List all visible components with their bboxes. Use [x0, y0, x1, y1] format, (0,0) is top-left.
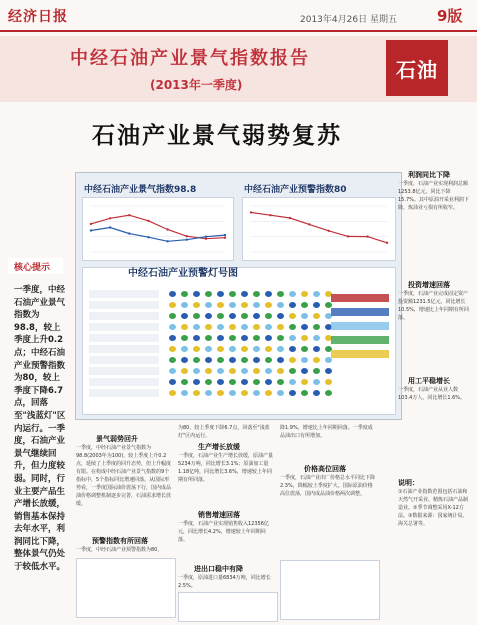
- signal-lamp: [265, 302, 272, 308]
- signal-lamp: [277, 291, 284, 297]
- series-line: [251, 212, 387, 242]
- signal-lamp: [169, 291, 176, 297]
- report-subtitle: (2013年一季度): [150, 78, 243, 92]
- signal-row-label: [89, 367, 159, 375]
- signal-lamp: [277, 346, 284, 352]
- signal-lamp: [241, 346, 248, 352]
- signal-lamp: [289, 313, 296, 319]
- signal-lamp: [253, 390, 260, 396]
- mini-bar-chart: [76, 558, 176, 618]
- signal-row-label: [89, 334, 159, 342]
- signal-lamp: [313, 313, 320, 319]
- signal-lamp: [229, 291, 236, 297]
- signal-lamp: [205, 291, 212, 297]
- signal-lamp: [181, 357, 188, 363]
- signal-lamp: [265, 379, 272, 385]
- signal-lamp: [181, 368, 188, 374]
- newspaper-logo: 经济日报: [8, 9, 68, 25]
- mini-bar-chart: [178, 592, 278, 622]
- signal-lamp: [193, 346, 200, 352]
- signal-lamp: [277, 324, 284, 330]
- signal-lamp: [217, 346, 224, 352]
- signal-lamp: [253, 368, 260, 374]
- section-heading: 预警指数有所回落: [92, 537, 148, 545]
- signal-lamp: [241, 302, 248, 308]
- signal-lamp: [229, 346, 236, 352]
- signal-lamp: [289, 357, 296, 363]
- warning-chart: [242, 197, 396, 261]
- header-rule: [0, 30, 477, 32]
- signal-lamp: [193, 379, 200, 385]
- article-text: 一季度，原油进口量6834万吨，同比增长2.5%。: [178, 575, 271, 589]
- signal-lamp: [205, 390, 212, 396]
- signal-lamp: [265, 324, 272, 330]
- article-text: 一季度，中经石油产业预警指数为80，: [76, 547, 163, 553]
- signal-lamp: [229, 313, 236, 319]
- signal-lamp: [205, 357, 212, 363]
- section-heading: 说明：: [398, 479, 419, 487]
- data-point: [250, 211, 252, 213]
- signal-lamp: [181, 324, 188, 330]
- signal-lamp: [325, 368, 332, 374]
- signal-lamp: [289, 335, 296, 341]
- signal-lamp: [181, 379, 188, 385]
- signal-row-label: [89, 323, 159, 331]
- signal-lamp: [277, 313, 284, 319]
- chart-panel: [75, 172, 402, 420]
- section-heading: 进出口稳中有降: [194, 565, 243, 573]
- signal-lamp: [277, 379, 284, 385]
- signal-lamp: [253, 313, 260, 319]
- signal-lamp: [169, 302, 176, 308]
- article-text: 一季度，石油产业生产增长放缓，原油产量5234万吨，同比增长3.1%；原油加工量1.18亿吨，同比增长3.6%，增速较上年同期有所回落。: [178, 453, 274, 483]
- signal-lamp: [253, 346, 260, 352]
- signal-lamp: [193, 390, 200, 396]
- article-text: ①石油产业指数范围包括石油和天然气开采业、精炼石油产品制造业。②季节调整采用X-12方法。③数据来源：国家统计局、海关总署等。: [398, 489, 469, 527]
- signal-lamp: [289, 302, 296, 308]
- signal-lamp: [217, 357, 224, 363]
- signal-lamp: [265, 357, 272, 363]
- signal-lamp: [265, 390, 272, 396]
- article-text: 一季度，中经石油产业景气指数为98.8(2003年为100)，较上季度上升0.2点，延续了上季度的回升态势，但上升幅度有限。在构成中经石油产业景气指数的9个指标中，5个指标同比增速回落。从国际形势看，一季度国际油价震荡下行，国内成品油价格调整机制逐步完善，石油需求增长放缓。: [76, 445, 172, 507]
- signal-lamp: [193, 324, 200, 330]
- data-point: [205, 236, 207, 238]
- prosperity-line-chart: [83, 198, 233, 260]
- signal-row-label: [89, 290, 159, 298]
- signal-lamp: [229, 335, 236, 341]
- signal-lamp: [241, 390, 248, 396]
- signal-lamp: [253, 302, 260, 308]
- signal-lamp: [277, 302, 284, 308]
- signal-lamp: [229, 324, 236, 330]
- data-point: [128, 214, 130, 216]
- data-point: [166, 240, 168, 242]
- issue-date: 2013年4月26日 星期五: [300, 15, 397, 25]
- signal-lamp: [253, 379, 260, 385]
- signal-lamp: [301, 302, 308, 308]
- signal-lamp: [181, 302, 188, 308]
- signal-lamp: [241, 379, 248, 385]
- signal-row-label: [89, 356, 159, 364]
- signal-lamp: [277, 335, 284, 341]
- data-point: [109, 226, 111, 228]
- signal-lamp: [169, 357, 176, 363]
- seal-logo: 石油: [386, 40, 448, 96]
- signal-lamp: [205, 313, 212, 319]
- signal-lamp: [265, 346, 272, 352]
- signal-lamp: [313, 335, 320, 341]
- signal-lamp: [217, 324, 224, 330]
- page-number: 9版: [437, 7, 463, 25]
- data-point: [147, 220, 149, 222]
- signal-lamp: [193, 368, 200, 374]
- signal-lamp: [301, 390, 308, 396]
- signal-lamp: [265, 313, 272, 319]
- data-point: [386, 242, 388, 244]
- data-point: [224, 234, 226, 236]
- section-heading: 用工平稳增长: [408, 377, 450, 385]
- article-text: 一季度，石油产业出厂价格总水平同比下降2.3%，降幅较上季度扩大。国际原油价格高位震荡，国内成品油价格两次调整。: [280, 475, 376, 497]
- signal-lamp-chart: [82, 267, 396, 415]
- data-point: [269, 214, 271, 216]
- signal-legend-swatch: [331, 350, 389, 358]
- data-point: [90, 229, 92, 231]
- headline: 石油产业景气弱势复苏: [92, 123, 342, 149]
- section-heading: 销售增速回落: [198, 511, 240, 519]
- signal-lamp: [253, 291, 260, 297]
- article-text: 一季度，石油产业实现销售收入12356亿元，同比增长4.2%，增速较上年同期回落。: [178, 521, 269, 543]
- signal-lamp: [301, 379, 308, 385]
- signal-lamp: [241, 313, 248, 319]
- signal-lamp: [313, 368, 320, 374]
- signal-lamp: [241, 357, 248, 363]
- signal-lamp: [301, 357, 308, 363]
- signal-lamp: [241, 324, 248, 330]
- signal-lamp: [193, 335, 200, 341]
- data-point: [224, 237, 226, 239]
- signal-lamp: [217, 390, 224, 396]
- signal-lamp: [217, 302, 224, 308]
- signal-lamp: [277, 357, 284, 363]
- section-heading: 生产增长放缓: [198, 443, 240, 451]
- signal-lamp: [265, 335, 272, 341]
- signal-lamp: [169, 368, 176, 374]
- signal-lamp: [265, 368, 272, 374]
- signal-legend-swatch: [331, 336, 389, 344]
- data-point: [328, 230, 330, 232]
- data-point: [109, 217, 111, 219]
- article-text: 一季度，石油产业从业人数103.4万人，同比增长1.6%。: [398, 387, 466, 401]
- warning-chart-title: 中经石油产业预警指数80: [244, 185, 347, 195]
- article-text: 为80，较上季度下降6.7点，回落至"浅蓝灯"区内运行。: [178, 425, 270, 439]
- signal-row-label: [89, 345, 159, 353]
- signal-lamp: [289, 390, 296, 396]
- signal-lamp: [181, 313, 188, 319]
- signal-lamp: [325, 390, 332, 396]
- signal-lamp: [205, 346, 212, 352]
- signal-lamp: [301, 346, 308, 352]
- section-heading: 投资增速回落: [408, 281, 450, 289]
- data-point: [289, 217, 291, 219]
- prosperity-chart: [82, 197, 234, 261]
- signal-lamp: [313, 302, 320, 308]
- article-text: 降1.9%，增速比上年同期回落。一季度成品油出口有所增加。: [280, 425, 373, 439]
- section-heading: 利润同比下降: [408, 171, 450, 179]
- signal-lamp: [181, 335, 188, 341]
- signal-lamp: [181, 291, 188, 297]
- data-point: [186, 239, 188, 241]
- signal-lamp: [229, 368, 236, 374]
- signal-legend-swatch: [331, 308, 389, 316]
- signal-lamp: [205, 324, 212, 330]
- signal-lamp: [301, 368, 308, 374]
- section-heading: 景气弱势回升: [96, 435, 138, 443]
- signal-lamp: [229, 390, 236, 396]
- signal-row-label: [89, 312, 159, 320]
- signal-lamp: [301, 313, 308, 319]
- signal-lamp: [241, 335, 248, 341]
- signal-lamp: [289, 368, 296, 374]
- signal-lamp: [205, 368, 212, 374]
- signal-lamp: [181, 346, 188, 352]
- signal-chart-title: 中经石油产业预警灯号图: [128, 268, 238, 279]
- signal-lamp: [169, 379, 176, 385]
- signal-lamp: [289, 379, 296, 385]
- signal-lamp: [289, 324, 296, 330]
- signal-lamp: [301, 291, 308, 297]
- signal-lamp: [217, 291, 224, 297]
- signal-lamp: [205, 302, 212, 308]
- data-point: [347, 235, 349, 237]
- article-text: 一季度，石油产业实现利润总额1253.8亿元，同比下降15.7%。其中原油开采业利润下降，炼油业亏损有所收窄。: [398, 181, 469, 211]
- signal-lamp: [181, 390, 188, 396]
- section-heading: 价格高位回落: [304, 465, 346, 473]
- signal-lamp-grid: [83, 268, 395, 414]
- signal-legend-swatch: [331, 294, 389, 302]
- prosperity-chart-title: 中经石油产业景气指数98.8: [84, 185, 197, 195]
- signal-lamp: [205, 335, 212, 341]
- signal-legend-swatch: [331, 322, 389, 330]
- signal-row-label: [89, 301, 159, 309]
- signal-lamp: [313, 379, 320, 385]
- signal-lamp: [169, 313, 176, 319]
- signal-lamp: [253, 335, 260, 341]
- data-point: [147, 236, 149, 238]
- signal-lamp: [205, 379, 212, 385]
- core-tip-text: 一季度，中经石油产业景气指数为98.8，较上季度上升0.2点；中经石油产业预警指数为80，较上季度下降6.7点，回落至"浅蓝灯"区内运行。一季度，石油产业景气继续回升，但力度较弱。同时，行业主要产品生产增长放缓，销售基本保持去年水平，利润同比下降，整体景气仍处于较低水平。: [14, 285, 66, 573]
- signal-lamp: [241, 368, 248, 374]
- signal-lamp: [301, 324, 308, 330]
- signal-row-label: [89, 378, 159, 386]
- signal-row-label: [89, 389, 159, 397]
- core-tip-label: 核心提示: [14, 263, 51, 273]
- signal-lamp: [229, 357, 236, 363]
- signal-lamp: [301, 335, 308, 341]
- signal-lamp: [217, 368, 224, 374]
- signal-lamp: [169, 346, 176, 352]
- data-point: [186, 235, 188, 237]
- data-point: [366, 235, 368, 237]
- signal-lamp: [289, 346, 296, 352]
- signal-lamp: [253, 357, 260, 363]
- signal-lamp: [193, 313, 200, 319]
- signal-lamp: [217, 313, 224, 319]
- data-point: [128, 232, 130, 234]
- signal-lamp: [277, 368, 284, 374]
- signal-lamp: [313, 291, 320, 297]
- signal-lamp: [289, 291, 296, 297]
- signal-lamp: [241, 291, 248, 297]
- signal-lamp: [325, 379, 332, 385]
- signal-lamp: [229, 379, 236, 385]
- article-text: 一季度，石油产业完成固定资产投资额1231.5亿元，同比增长10.5%，增速比上年同期有所回落。: [398, 291, 469, 321]
- signal-lamp: [217, 379, 224, 385]
- signal-lamp: [169, 335, 176, 341]
- signal-lamp: [169, 324, 176, 330]
- signal-lamp: [229, 302, 236, 308]
- data-point: [166, 228, 168, 230]
- signal-lamp: [193, 357, 200, 363]
- report-title: 中经石油产业景气指数报告: [70, 48, 310, 69]
- signal-lamp: [169, 390, 176, 396]
- signal-lamp: [313, 357, 320, 363]
- signal-lamp: [313, 390, 320, 396]
- data-point: [90, 223, 92, 225]
- signal-lamp: [217, 335, 224, 341]
- signal-lamp: [253, 324, 260, 330]
- signal-lamp: [265, 291, 272, 297]
- signal-lamp: [313, 324, 320, 330]
- signal-lamp: [193, 302, 200, 308]
- data-point: [308, 223, 310, 225]
- signal-lamp: [277, 390, 284, 396]
- signal-lamp: [313, 346, 320, 352]
- signal-lamp: [193, 291, 200, 297]
- mini-bar-chart: [280, 560, 380, 620]
- warning-line-chart: [243, 198, 395, 260]
